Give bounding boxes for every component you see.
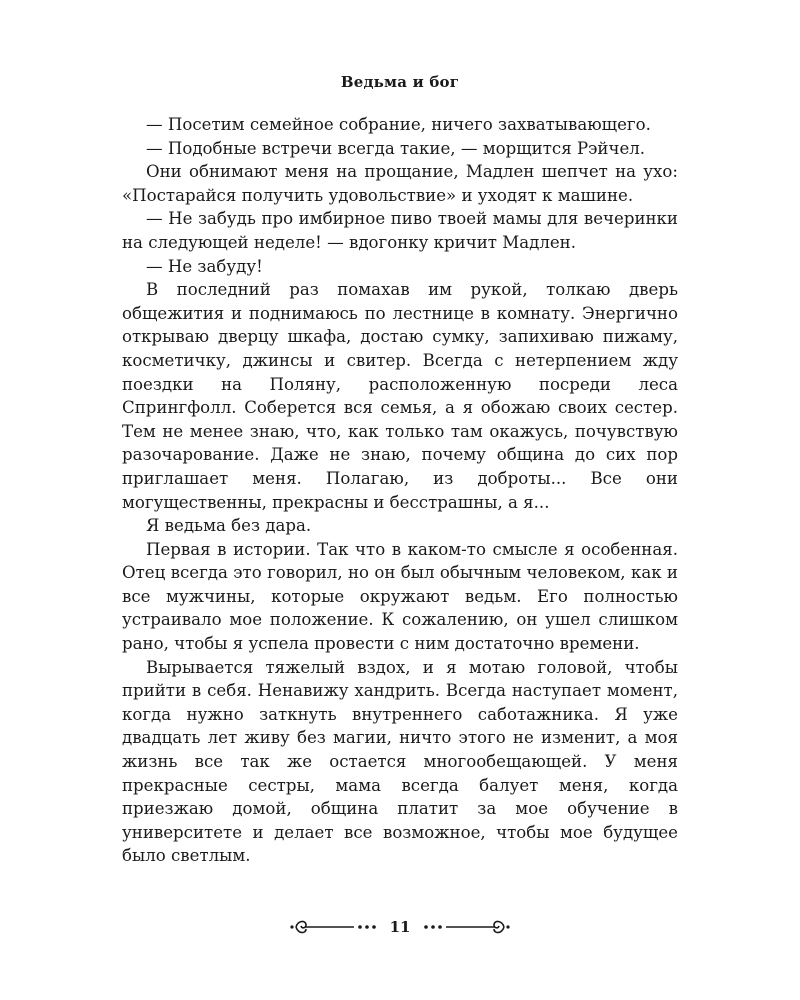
page-footer xyxy=(0,914,800,940)
paragraph: — Посетим семейное собрание, ничего захватывающего. xyxy=(146,115,651,134)
running-title: Ведьма и бог xyxy=(340,73,460,91)
paragraph: Они обнимают меня на прощание, Мадлен шепчет на ухо: «Постарайся получить удовольствие» и уходят к машине. xyxy=(122,162,678,205)
paragraph: В последний раз помахав им рукой, толкаю дверь общежития и поднимаюсь по лестнице в комнату. Энергично открываю дверцу шкафа, достаю сумку, запихиваю пижаму, косметичку, джинсы и свитер. Всегда с нетерпением жду поездки на Поляну, расположенную посреди леса Спрингфолл. Соберется вся семья, а я обожаю своих сестер. Тем не менее знаю, что, как только там окажусь, почувствую разочарование. Даже не знаю, почему община до сих пор приглашает меня. Полагаю, из доброты... Все они могущественны, прекрасны и бесстрашны, а я... xyxy=(122,280,678,512)
page-number: 11 xyxy=(389,918,411,936)
paragraph: — Не забудь про имбирное пиво твоей мамы для вечеринки на следующей неделе! — вдогонку кричит Мадлен. xyxy=(122,209,678,252)
paragraph: Я ведьма без дара. xyxy=(146,516,312,536)
paragraph: — Не забуду! xyxy=(146,256,263,276)
page-body xyxy=(122,113,678,868)
right-flourish-ornament xyxy=(420,914,512,940)
paragraph: Вырывается тяжелый вздох, и я мотаю головой, чтобы прийти в себя. Ненавижу хандрить. Всегда наступает момент, когда нужно заткнуть внутреннего саботажника. Я уже двадцать лет живу без магии, ничто этого не изменит, а моя жизнь все так же остается многообещающей. У меня прекрасные сестры, мама всегда балует меня, когда приезжаю домой, община платит за мое обучение в университете и делает все возможное, чтобы мое будущее было светлым. xyxy=(122,657,678,866)
left-flourish-ornament xyxy=(288,914,380,940)
paragraph: Первая в истории. Так что в каком-то смысле я особенная. Отец всегда это говорил, но он был обычным человеком, как и все мужчины, которые окружают ведьм. Его полностью устраивало мое положение. К сожалению, он ушел слишком рано, чтобы я успела провести с ним достаточно времени. xyxy=(122,539,678,654)
paragraph: — Подобные встречи всегда такие, — морщится Рэйчел. xyxy=(146,138,646,158)
